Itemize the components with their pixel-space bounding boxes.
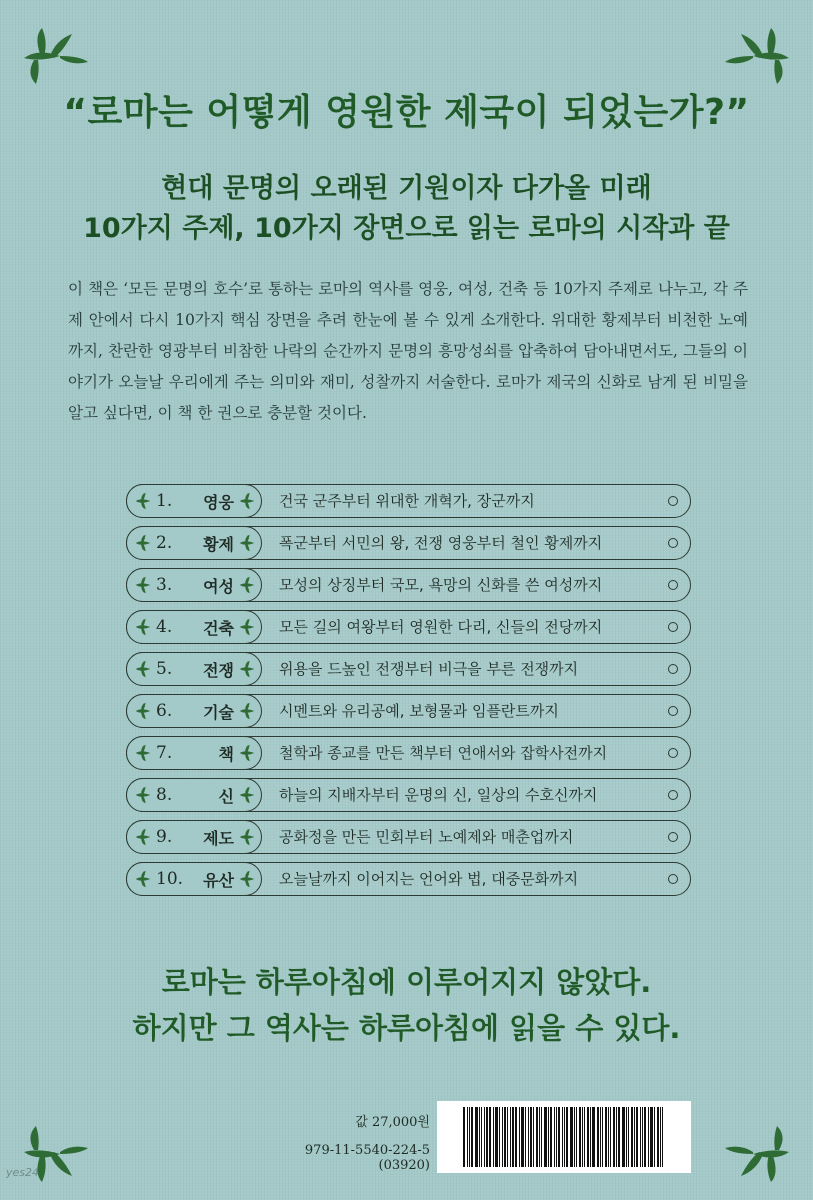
barcode-icon (437, 1101, 691, 1173)
leaf-icon (238, 870, 256, 888)
book-description: 이 책은 ‘모든 문명의 호수’로 통하는 로마의 역사를 영웅, 여성, 건축 등 10가지 주제로 나누고, 각 주제 안에서 다시 10가지 핵심 장면을 추려 한눈에 볼 수 있게 소개한다. 위대한 황제부터 비천한 노예까지, 찬란한 영광부터 비참한 나락의 순간까지 문명의 흥망성쇠를 압축하여 담아내면서도, 그들의 이야기가 오늘날 우리에게 주는 의미와 재미, 성찰까지 서술한다. 로마가 제국의 신화로 남게 된 비밀을 알고 싶다면, 이 책 한 권으로 충분할 것이다. (68, 280, 748, 422)
toc-topic: 신 (218, 786, 234, 806)
barcode-bar (499, 1107, 500, 1167)
toc-tab (126, 778, 262, 812)
toc-number: 9. (156, 827, 173, 847)
isbn-number: 979-11-5540-224-5 (03920) (304, 1143, 430, 1173)
barcode-bar (463, 1107, 465, 1167)
barcode-bar (564, 1107, 565, 1167)
barcode-bar (636, 1107, 638, 1167)
toc-row (126, 736, 691, 770)
barcode-bar (469, 1107, 470, 1167)
toc-number: 2. (156, 533, 173, 553)
toc-topic: 여성 (203, 576, 234, 596)
circle-icon (668, 832, 678, 842)
table-of-contents (126, 484, 691, 904)
barcode-bar (533, 1107, 534, 1167)
toc-tab (126, 736, 262, 770)
toc-number: 10. (156, 869, 184, 889)
toc-topic: 유산 (203, 870, 234, 890)
toc-row (126, 568, 691, 602)
toc-row (126, 484, 691, 518)
leaf-icon (134, 786, 152, 804)
toc-topic: 건축 (203, 618, 234, 638)
leaf-icon (238, 618, 256, 636)
barcode-bar (662, 1107, 663, 1167)
barcode-bar (602, 1107, 603, 1167)
barcode-bar (576, 1107, 577, 1167)
toc-tab (126, 862, 262, 896)
closing-line-1: 로마는 하루아침에 이루어지지 않았다. (161, 965, 652, 999)
barcode-bar (605, 1107, 607, 1167)
barcode-bar (479, 1107, 480, 1167)
barcode-bar (504, 1107, 506, 1167)
barcode-bar (574, 1107, 575, 1167)
subtitle-line-2: 10가지 주제, 10가지 장면으로 읽는 로마의 시작과 끝 (83, 213, 730, 244)
toc-description: 공화정을 만든 민회부터 노예제와 매춘업까지 (279, 828, 574, 846)
barcode-bar (536, 1107, 538, 1167)
toc-number: 1. (156, 491, 173, 511)
toc-description: 위용을 드높인 전쟁부터 비극을 부른 전쟁까지 (279, 660, 579, 678)
watermark-logo: yes24 (6, 1166, 40, 1179)
leaf-icon (238, 576, 256, 594)
barcode-bar (587, 1107, 589, 1167)
barcode-bar (525, 1107, 526, 1167)
leaf-icon (134, 660, 152, 678)
barcode-bar (502, 1107, 503, 1167)
barcode-bar (613, 1107, 615, 1167)
barcode-bar (566, 1107, 568, 1167)
leaf-icon (134, 702, 152, 720)
circle-icon (668, 580, 678, 590)
toc-description: 오늘날까지 이어지는 언어와 법, 대중문화까지 (279, 870, 579, 888)
barcode-bar (657, 1107, 659, 1167)
circle-icon (668, 496, 678, 506)
leaf-icon (238, 534, 256, 552)
circle-icon (668, 874, 678, 884)
leaf-icon (134, 828, 152, 846)
barcode-bar (493, 1107, 494, 1167)
barcode-bar (622, 1107, 625, 1167)
barcode-bar (484, 1107, 485, 1167)
barcode-bar (650, 1107, 653, 1167)
closing-line-2: 하지만 그 역사는 하루아침에 읽을 수 있다. (132, 1011, 681, 1045)
toc-tab (126, 694, 262, 728)
toc-tab (126, 820, 262, 854)
barcode-bar (618, 1107, 620, 1167)
toc-description: 폭군부터 서민의 왕, 전쟁 영웅부터 철인 황제까지 (279, 534, 603, 552)
toc-topic: 책 (218, 744, 234, 764)
leaf-icon (134, 870, 152, 888)
toc-description: 시멘트와 유리공예, 보형물과 임플란트까지 (279, 702, 559, 720)
toc-tab (126, 484, 262, 518)
barcode-bar (660, 1107, 661, 1167)
barcode-bar (616, 1107, 617, 1167)
barcode-bar (519, 1107, 520, 1167)
barcode-bar (544, 1107, 547, 1167)
barcode-bar (554, 1107, 555, 1167)
circle-icon (668, 790, 678, 800)
barcode-bar (644, 1107, 646, 1167)
circle-icon (668, 748, 678, 758)
barcode-bar (512, 1107, 514, 1167)
barcode-bar (486, 1107, 488, 1167)
barcode-bar (610, 1107, 611, 1167)
barcode-bar (467, 1107, 468, 1167)
leaf-icon (134, 618, 152, 636)
barcode-bar (597, 1107, 599, 1167)
barcode-bar (640, 1107, 641, 1167)
barcode-bar (489, 1107, 491, 1167)
toc-description: 하늘의 지배자부터 운명의 신, 일상의 수호신까지 (279, 786, 598, 804)
leaf-icon (238, 702, 256, 720)
barcode-bar (541, 1107, 542, 1167)
toc-topic: 황제 (203, 534, 234, 554)
corner-leaf-ornament-icon (723, 26, 793, 86)
circle-icon (668, 622, 678, 632)
toc-row (126, 526, 691, 560)
barcode-bar (584, 1107, 585, 1167)
toc-description: 건국 군주부터 위대한 개혁가, 장군까지 (279, 492, 535, 510)
toc-tab (126, 568, 262, 602)
circle-icon (668, 538, 678, 548)
barcode-bar (550, 1107, 552, 1167)
toc-number: 7. (156, 743, 173, 763)
barcode-bar (631, 1107, 633, 1167)
subtitle-line-1: 현대 문명의 오래된 기원이자 다가올 미래 (161, 173, 652, 204)
barcode-bar (528, 1107, 529, 1167)
toc-tab (126, 652, 262, 686)
toc-description: 모성의 상징부터 국모, 욕망의 신화를 쓴 여성까지 (279, 576, 603, 594)
leaf-icon (134, 744, 152, 762)
barcode-bar (510, 1107, 511, 1167)
leaf-icon (134, 534, 152, 552)
headline-quote: “로마는 어떻게 영원한 제국이 되었는가?” (63, 92, 750, 133)
barcode-bar (539, 1107, 540, 1167)
toc-row (126, 778, 691, 812)
toc-topic: 전쟁 (203, 660, 234, 680)
barcode-bar (626, 1107, 627, 1167)
circle-icon (668, 664, 678, 674)
barcode-bar (654, 1107, 655, 1167)
barcode-bar (515, 1107, 517, 1167)
corner-leaf-ornament-icon (723, 1124, 793, 1184)
toc-topic: 영웅 (203, 492, 234, 512)
barcode-bar (530, 1107, 532, 1167)
leaf-icon (238, 660, 256, 678)
price-label: 값 27,000원 (355, 1115, 430, 1130)
leaf-icon (238, 828, 256, 846)
barcode-bar (558, 1107, 560, 1167)
toc-tab (126, 526, 262, 560)
barcode-bar (608, 1107, 609, 1167)
toc-number: 6. (156, 701, 173, 721)
leaf-icon (134, 492, 152, 510)
barcode-bar (495, 1107, 498, 1167)
barcode-bar (562, 1107, 563, 1167)
toc-number: 4. (156, 617, 173, 637)
barcode-bar (579, 1107, 581, 1167)
barcode-bar (648, 1107, 649, 1167)
leaf-icon (238, 786, 256, 804)
barcode-bar (521, 1107, 524, 1167)
barcode-bar (548, 1107, 549, 1167)
toc-number: 5. (156, 659, 173, 679)
toc-row (126, 694, 691, 728)
barcode-bar (628, 1107, 629, 1167)
barcode-bar (642, 1107, 643, 1167)
barcode-bar (582, 1107, 583, 1167)
barcode-bar (570, 1107, 573, 1167)
toc-number: 3. (156, 575, 173, 595)
barcode-bar (592, 1107, 595, 1167)
barcode-bar (471, 1107, 473, 1167)
barcode-bar (481, 1107, 482, 1167)
barcode-bar (634, 1107, 635, 1167)
toc-row (126, 652, 691, 686)
barcode-bar (600, 1107, 601, 1167)
toc-tab (126, 610, 262, 644)
toc-description: 모든 길의 여왕부터 영원한 다리, 신들의 전당까지 (279, 618, 603, 636)
barcode-bar (556, 1107, 557, 1167)
toc-row (126, 820, 691, 854)
toc-number: 8. (156, 785, 173, 805)
toc-description: 철학과 종교를 만든 책부터 연애서와 잡학사전까지 (279, 744, 608, 762)
toc-row (126, 610, 691, 644)
circle-icon (668, 706, 678, 716)
barcode-bar (590, 1107, 591, 1167)
barcode-bar (475, 1107, 478, 1167)
toc-row (126, 862, 691, 896)
leaf-icon (134, 576, 152, 594)
leaf-icon (238, 492, 256, 510)
leaf-icon (238, 744, 256, 762)
toc-topic: 기술 (203, 702, 234, 722)
barcode-bar (507, 1107, 508, 1167)
corner-leaf-ornament-icon (20, 26, 90, 86)
toc-topic: 제도 (203, 828, 234, 848)
